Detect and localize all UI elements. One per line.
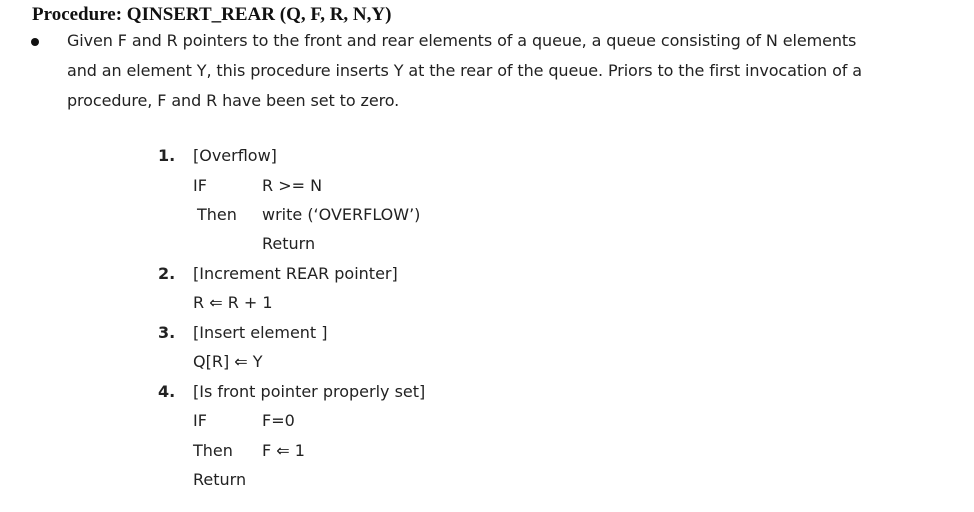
step-number: 2.	[158, 264, 176, 283]
step-number: 1.	[158, 146, 176, 165]
bullet-icon	[31, 38, 39, 46]
statement: R ⇐ R + 1	[193, 293, 273, 312]
then-keyword: Then	[193, 441, 233, 460]
if-keyword: IF	[193, 411, 207, 430]
description-line: procedure, F and R have been set to zero.	[67, 91, 400, 110]
description-line: and an element Y, this procedure inserts Y at the rear of the queue. Priors to the first invocation of a	[67, 61, 862, 80]
condition: R >= N	[262, 176, 323, 195]
then-keyword: Then	[197, 205, 237, 224]
return-statement: Return	[193, 470, 247, 489]
step-header: [Is front pointer properly set]	[193, 382, 426, 401]
step-number: 3.	[158, 323, 176, 342]
condition: F=0	[262, 411, 295, 430]
step-header: [Increment REAR pointer]	[193, 264, 398, 283]
step-header: [Overflow]	[193, 146, 277, 165]
statement: Q[R] ⇐ Y	[193, 352, 263, 371]
action: F ⇐ 1	[262, 441, 305, 460]
step-number: 4.	[158, 382, 176, 401]
action: write (‘OVERFLOW’)	[262, 205, 421, 224]
step-header: [Insert element ]	[193, 323, 328, 342]
return-statement: Return	[262, 234, 316, 253]
if-keyword: IF	[193, 176, 207, 195]
procedure-title: Procedure: QINSERT_REAR (Q, F, R, N,Y)	[32, 4, 392, 25]
description-line: Given F and R pointers to the front and rear elements of a queue, a queue consisting of N elements	[67, 31, 857, 50]
